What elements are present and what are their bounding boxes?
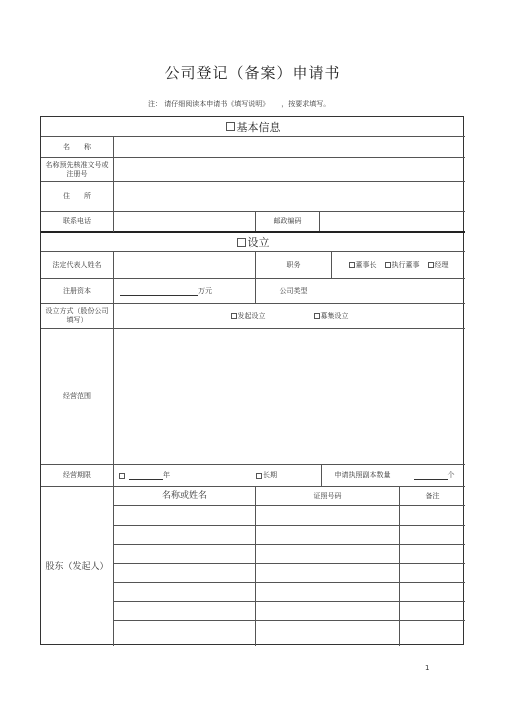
- method-option-subscription[interactable]: [314, 312, 349, 321]
- option-label: 发起设立: [237, 311, 266, 320]
- option-label: 募集设立: [320, 311, 349, 320]
- shareholder-id-cell[interactable]: [256, 506, 399, 525]
- shareholder-id-cell[interactable]: [256, 545, 399, 563]
- checkbox-term-years[interactable]: [119, 473, 125, 479]
- position-option-executive-director[interactable]: [385, 261, 420, 270]
- section-establish: [41, 233, 465, 251]
- shareholder-id-cell[interactable]: [256, 526, 399, 544]
- checkbox-term-long[interactable]: [256, 473, 262, 479]
- position-label: 职务: [286, 260, 301, 269]
- method-option-promotion[interactable]: [231, 312, 266, 321]
- copies-underline[interactable]: [414, 471, 448, 480]
- company-type-label: 公司类型: [279, 286, 308, 295]
- shareholder-name-cell[interactable]: [114, 526, 255, 544]
- license-copies-field[interactable]: [403, 465, 465, 486]
- company-type-field[interactable]: [332, 279, 465, 303]
- name-field[interactable]: [114, 137, 465, 157]
- shareholder-id-cell[interactable]: [256, 564, 399, 582]
- shareholder-note-cell[interactable]: [400, 583, 465, 601]
- note-prefix: 注：: [148, 100, 162, 108]
- position-options: [332, 252, 465, 278]
- application-form-table: [40, 116, 464, 645]
- establish-method-options: [114, 304, 465, 328]
- license-copies-label: 申请执照副本数量: [334, 471, 391, 479]
- term-long-label: 长期: [263, 471, 277, 479]
- shareholder-name-cell[interactable]: [114, 545, 255, 563]
- shareholder-note-cell[interactable]: [400, 506, 465, 525]
- option-label: 执行董事: [391, 260, 420, 269]
- form-instruction-note: [148, 99, 330, 109]
- shareholder-name-cell[interactable]: [114, 583, 255, 601]
- checkbox[interactable]: [349, 262, 355, 268]
- shareholder-note-cell[interactable]: [400, 526, 465, 544]
- checkbox-basic-info[interactable]: [226, 122, 235, 131]
- legal-rep-label: 法定代表人姓名: [52, 260, 102, 269]
- address-label: 住 所: [63, 192, 91, 200]
- name-label: 名 称: [63, 142, 91, 151]
- section-title: 设立: [247, 236, 270, 249]
- capital-underline[interactable]: [120, 287, 198, 296]
- checkbox[interactable]: [314, 313, 320, 319]
- preapproval-number-label: 名称预先核准文号或注册号: [45, 160, 109, 178]
- shareholder-note-cell[interactable]: [400, 621, 465, 645]
- preapproval-number-field[interactable]: [114, 158, 465, 181]
- phone-field[interactable]: [114, 212, 255, 231]
- shareholder-name-cell[interactable]: [114, 602, 255, 620]
- shareholder-name-cell[interactable]: [114, 621, 255, 645]
- capital-label: 注册资本: [63, 286, 91, 295]
- shareholder-note-cell[interactable]: [400, 564, 465, 582]
- checkbox[interactable]: [385, 262, 391, 268]
- business-term-field: [114, 465, 326, 486]
- legal-rep-field[interactable]: [114, 252, 255, 278]
- shareholder-note-cell[interactable]: [400, 545, 465, 563]
- business-scope-field[interactable]: [114, 329, 465, 464]
- shareholder-name-cell[interactable]: [114, 506, 255, 525]
- col-header-id: 证照号码: [313, 491, 342, 500]
- capital-unit: 万元: [198, 286, 212, 295]
- checkbox-establish[interactable]: [237, 238, 246, 247]
- section-title: 基本信息: [236, 120, 281, 134]
- shareholders-label: 股东（发起人）: [45, 561, 109, 572]
- shareholder-id-cell[interactable]: [256, 602, 399, 620]
- position-option-chairman[interactable]: [349, 261, 377, 270]
- copies-unit: 个: [447, 471, 455, 479]
- section-basic-info: [41, 117, 465, 136]
- form-title: 公司登记（备案）申请书: [164, 64, 341, 82]
- option-label: 董事长: [355, 260, 377, 269]
- postcode-label: 邮政编码: [273, 217, 302, 225]
- phone-label: 联系电话: [63, 217, 91, 225]
- term-unit: 年: [163, 471, 170, 479]
- establish-method-label: 设立方式（股份公司填写）: [45, 307, 109, 324]
- checkbox[interactable]: [231, 313, 237, 319]
- page-number: 1: [425, 664, 430, 672]
- checkbox[interactable]: [428, 262, 434, 268]
- position-option-manager[interactable]: [428, 261, 449, 270]
- shareholder-note-cell[interactable]: [400, 602, 465, 620]
- col-header-name: 名称或姓名: [161, 490, 207, 501]
- option-label: 经理: [434, 260, 449, 269]
- shareholder-id-cell[interactable]: [256, 621, 399, 645]
- business-term-label: 经营期限: [63, 471, 91, 479]
- business-scope-label: 经营范围: [63, 392, 91, 400]
- term-years-underline[interactable]: [129, 471, 163, 480]
- capital-field[interactable]: [114, 279, 261, 303]
- shareholder-id-cell[interactable]: [256, 583, 399, 601]
- col-header-note: 备注: [425, 491, 440, 500]
- note-suffix: ，按要求填写。: [281, 100, 331, 108]
- note-main: 请仔细阅读本申请书《填写说明》: [164, 100, 270, 108]
- postcode-field[interactable]: [320, 212, 465, 231]
- shareholder-name-cell[interactable]: [114, 564, 255, 582]
- address-field[interactable]: [114, 182, 465, 211]
